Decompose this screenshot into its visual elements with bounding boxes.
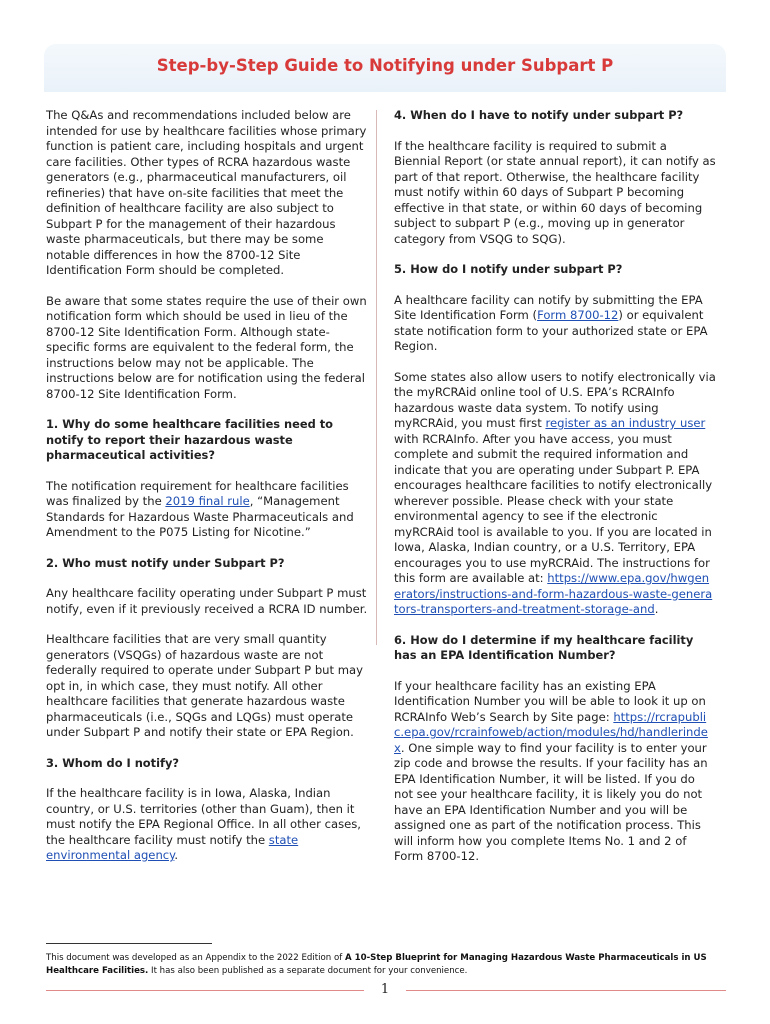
question-1-heading: 1. Why do some healthcare facilities need to notify to report their hazardous waste pharmaceutical activities? xyxy=(46,417,333,462)
question-6-heading: 6. How do I determine if my healthcare facility has an EPA Identification Number? xyxy=(394,632,694,662)
page-title: Step-by-Step Guide to Notifying under Subpart P xyxy=(156,56,614,75)
question-5-heading: 5. How do I notify under subpart P? xyxy=(394,262,623,276)
answer-3-paragraph: If the healthcare facility is in Iowa, Alaska, Indian country, or U.S. territories (other than Guam), then it must notify the EPA Regional Office. In all other cases, the healthcare facility must notify the state environmental agency. xyxy=(46,786,361,862)
page-number: 1 xyxy=(380,982,390,997)
footer-rule-left xyxy=(46,990,364,991)
state-forms-paragraph: Be aware that some states require the use of their own notification form which should be used in lieu of the 8700-12 Site Identification Form. Although state-specific forms are equivalent to the federal form, the instructions below may not be applicable. The instructions below are for notification using the federal 8700-12 Site Identification Form. xyxy=(46,293,367,401)
final-rule-link[interactable]: 2019 final rule xyxy=(165,494,250,508)
question-4-heading: 4. When do I have to notify under subpart P? xyxy=(394,108,684,122)
answer-5a-paragraph: A healthcare facility can notify by submitting the EPA Site Identification Form (Form 8700-12) or equivalent state notification form to your authorized state or EPA Region. xyxy=(394,292,708,353)
footnote: This document was developed as an Appendix to the 2022 Edition of A 10-Step Blueprint for Managing Hazardous Waste Pharmaceuticals in US Healthcare Facilities. It has also been published as a separate document for your convenience. xyxy=(46,953,707,976)
question-3-heading: 3. Whom do I notify? xyxy=(46,755,179,770)
right-column xyxy=(394,108,716,880)
answer-4-paragraph: If the healthcare facility is required to submit a Biennial Report (or state annual report), it can notify as part of that report. Otherwise, the healthcare facility must notify within 60 days of Subpart P becoming effective in that state, or within 60 days of becoming subject to subpart P (e.g., moving up in generator category from VSQG to SQG). xyxy=(394,138,716,246)
answer-5b-paragraph: Some states also allow users to notify electronically via the myRCRAid online tool of U.S. EPA’s RCRAInfo hazardous waste data system. To notify using myRCRAid, you must first register as an industry user with RCRAInfo. After you have access, you must complete and submit the required information and indicate that you are operating under Subpart P. EPA encourages healthcare facilities to notify electronically wherever possible. Please check with your state environmental agency to see if the electronic myRCRAid tool is available to you. If you are located in Iowa, Alaska, Indian country, or a U.S. Territory, EPA encourages you to use myRCRAid. The instructions for this form are available at: https://www.epa.gov/hwgenerators/instructions-and-form-hazardous-waste-generators-transporters-and-treatment-storage-and. xyxy=(394,369,716,616)
answer-2b-paragraph: Healthcare facilities that are very small quantity generators (VSQGs) of hazardous waste are not federally required to operate under Subpart P but may opt in, in which case, they must notify. All other healthcare facilities that generate hazardous waste pharmaceuticals (i.e., SQGs and LQGs) must operate under Subpart P and notify their state or EPA Region. xyxy=(46,632,364,739)
footnote-rule xyxy=(46,943,212,944)
question-2-heading: 2. Who must notify under Subpart P? xyxy=(46,555,285,570)
form-8700-12-link[interactable]: Form 8700-12 xyxy=(537,308,619,322)
answer-2a-paragraph: Any healthcare facility operating under Subpart P must notify, even if it previously received a RCRA ID number. xyxy=(46,586,368,616)
instructions-url-link[interactable]: https://www.epa.gov/hwgenerators/instructions-and-form-hazardous-waste-generators-transporters-and-treatment-storage-and xyxy=(394,571,713,616)
footer-rule-right xyxy=(406,990,726,991)
rcrainfo-search-link[interactable]: https://rcrapublic.epa.gov/rcrainfoweb/action/modules/hd/handlerindex xyxy=(394,709,708,755)
left-column xyxy=(46,108,368,879)
register-industry-user-link[interactable]: register as an industry user xyxy=(545,416,706,430)
state-agency-link[interactable]: state environmental agency xyxy=(46,832,299,862)
answer-6-paragraph: If your healthcare facility has an existing EPA Identification Number you will be able to look it up on RCRAInfo Web’s Search by Site page: https://rcrapublic.epa.gov/rcrainfoweb/action/modules/hd/handlerindex. One simple way to find your facility is to enter your zip code and browse the results. If your facility has an EPA Identification Number, it will be listed. If you do not see your healthcare facility, it is likely you do not have an EPA Identification Number and you will be assigned one as part of the notification process. This will inform how you complete Items No. 1 and 2 of Form 8700-12. xyxy=(394,678,708,863)
answer-1-paragraph: The notification requirement for healthcare facilities was finalized by the 2019 final rule, “Management Standards for Hazardous Waste Pharmaceuticals and Amendment to the P075 Listing for Nicotine.” xyxy=(46,478,354,539)
intro-paragraph: The Q&As and recommendations included below are intended for use by healthcare facilities whose primary function is patient care, including hospitals and urgent care facilities. Other types of RCRA hazardous waste generators (e.g., pharmaceutical manufacturers, oil refineries) that have on-site facilities that meet the definition of healthcare facility are also subject to Subpart P for the management of their hazardous waste pharmaceuticals, but there may be some notable differences in how the 8700-12 Site Identification Form should be completed. xyxy=(46,108,367,277)
column-divider xyxy=(376,110,377,645)
